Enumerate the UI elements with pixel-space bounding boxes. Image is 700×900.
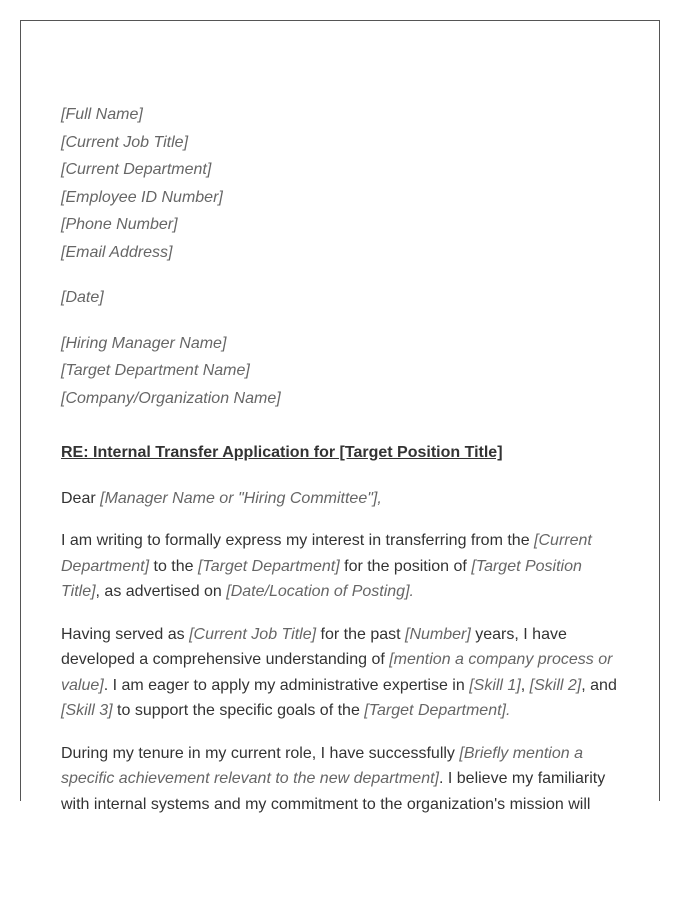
p2-text-7: to support the specific goals of the — [112, 702, 365, 719]
p3-text-2: . I believe my familiarity with internal systems and my commitment to the organization's mission will — [61, 770, 606, 813]
p1-placeholder-posting: [Date/Location of Posting] — [226, 583, 410, 600]
p1-text-5: . — [409, 583, 414, 600]
recipient-manager-name: [Hiring Manager Name] — [61, 334, 227, 352]
sender-department: [Current Department] — [61, 161, 212, 178]
p1-text-3: for the position of — [339, 557, 472, 575]
p2-placeholder-process: [mention a company process or value] — [61, 651, 613, 694]
sender-email: [Email Address] — [61, 243, 173, 261]
date-block — [61, 284, 621, 312]
recipient-block — [61, 330, 621, 413]
subject-line: RE: Internal Transfer Application for [Target Position Title] — [61, 444, 503, 461]
p2-placeholder-target-department: [Target Department] — [364, 702, 506, 719]
recipient-organization: [Company/Organization Name] — [61, 389, 281, 407]
letter-page — [20, 20, 660, 813]
p2-text-4: . I am eager to apply my administrative expertise in — [103, 676, 470, 694]
salutation-punct: , — [377, 490, 382, 507]
salutation-greeting: Dear — [61, 490, 101, 507]
p2-text-3: years, I have developed a comprehensive understanding of — [61, 625, 567, 668]
p1-placeholder-current-department: [Current Department] — [61, 532, 592, 575]
p3-text-1: During my tenure in my current role, I have successfully — [61, 744, 460, 762]
p2-text-5: , — [520, 676, 530, 694]
p2-placeholder-skill-1: [Skill 1] — [469, 676, 521, 694]
p1-placeholder-target-position: [Target Position Title] — [61, 557, 582, 600]
p2-text-6: , and — [581, 676, 617, 694]
sender-block — [61, 101, 621, 266]
sender-job-title: [Current Job Title] — [61, 133, 189, 151]
p2-placeholder-job-title: [Current Job Title] — [189, 625, 317, 643]
sender-full-name: [Full Name] — [61, 106, 143, 123]
letter-date: [Date] — [61, 289, 104, 306]
p2-text-8: . — [505, 702, 511, 719]
paragraph-experience — [61, 622, 621, 724]
paragraph-intro — [61, 528, 621, 605]
salutation — [61, 487, 621, 511]
p1-placeholder-target-department: [Target Department] — [197, 557, 340, 575]
p2-placeholder-skill-3: [Skill 3] — [61, 702, 113, 719]
salutation-name: [Manager Name or "Hiring Committee"] — [100, 490, 378, 507]
p2-text-1: Having served as — [61, 625, 190, 643]
p1-text-4: , as advertised on — [95, 583, 227, 600]
p2-text-2: for the past — [316, 625, 406, 643]
p1-text-2: to the — [149, 557, 198, 575]
recipient-department-name: [Target Department Name] — [61, 362, 250, 379]
letter-content — [61, 101, 621, 817]
p2-placeholder-skill-2: [Skill 2] — [529, 676, 582, 694]
sender-phone: [Phone Number] — [61, 216, 178, 233]
paragraph-achievement — [61, 741, 621, 818]
p2-placeholder-number: [Number] — [405, 625, 471, 643]
p1-text-1: I am writing to formally express my interest in transferring from the — [61, 532, 535, 549]
sender-employee-id: [Employee ID Number] — [61, 188, 223, 206]
p3-placeholder-achievement: [Briefly mention a specific achievement relevant to the new department] — [61, 744, 583, 787]
